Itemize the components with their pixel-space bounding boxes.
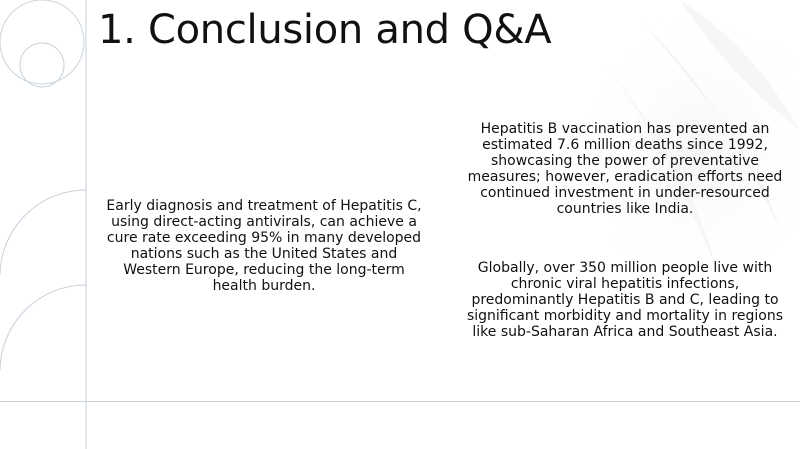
right-top-text-block: Hepatitis B vaccination has prevented an estimated 7.6 million deaths since 1992, showcasing the power of preventative measures; however, eradication efforts need continued investment in under-resourced countries like India.	[467, 121, 783, 217]
right-bottom-text-block: Globally, over 350 million people live with chronic viral hepatitis infections, predominantly Hepatitis B and C, leading to significant morbidity and mortality in regions like sub-Saharan Africa and Southeast Asia.	[466, 260, 784, 340]
left-text-block: Early diagnosis and treatment of Hepatitis C, using direct-acting antivirals, can achieve a cure rate exceeding 95% in many developed nations such as the United States and Western Europe, reducing the long-term health burden.	[106, 198, 422, 294]
horizontal-divider	[0, 401, 800, 402]
slide-title: 1. Conclusion and Q&A	[98, 7, 552, 53]
